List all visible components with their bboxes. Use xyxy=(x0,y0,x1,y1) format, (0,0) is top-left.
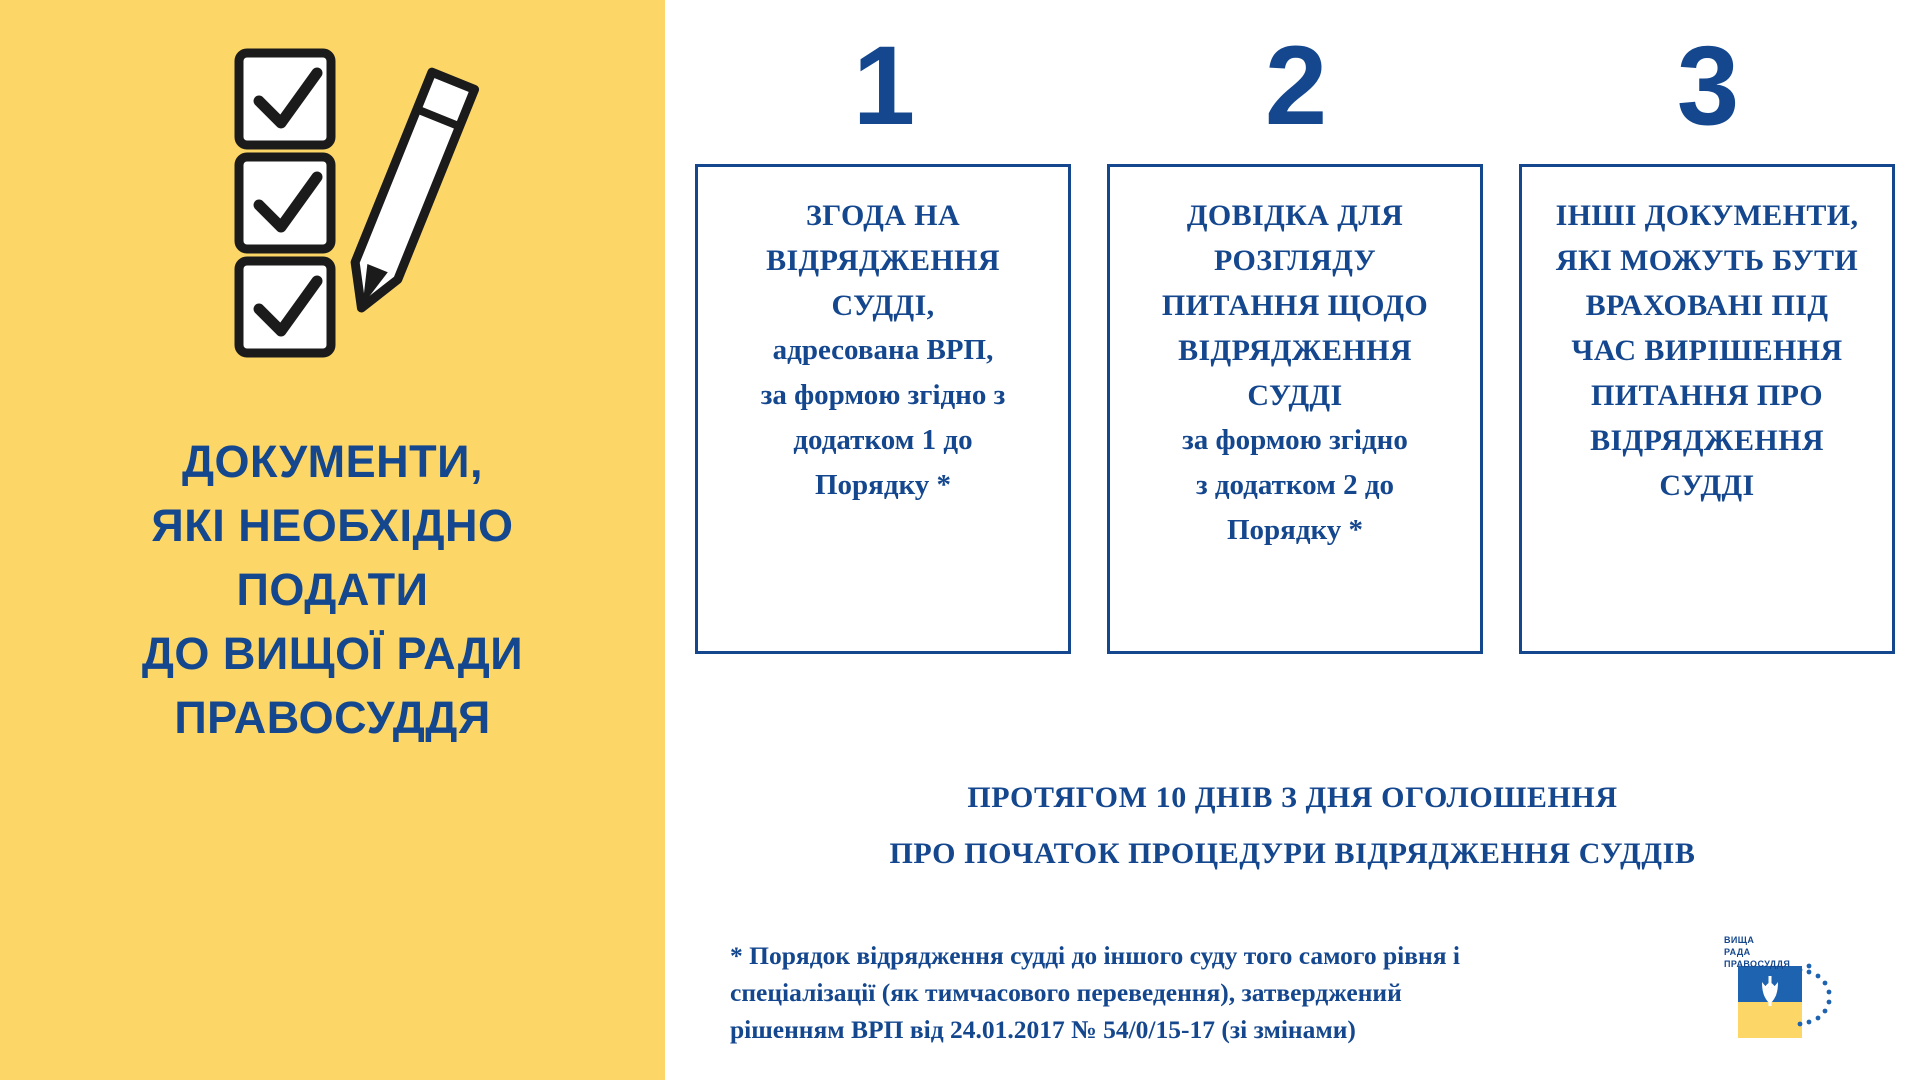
step-3-bold-line-7: СУДДІ xyxy=(1659,469,1755,502)
step-3-box xyxy=(1519,164,1895,654)
step-2-box xyxy=(1107,164,1483,654)
step-3 xyxy=(1519,23,1895,654)
step-2-normal-line-1: за формою згідно xyxy=(1182,424,1408,456)
title-line-3: ПОДАТИ xyxy=(236,563,429,615)
step-2-normal-line-2: з додатком 2 до xyxy=(1195,468,1395,501)
deadline-line-1: ПРОТЯГОМ 10 ДНІВ З ДНЯ ОГОЛОШЕННЯ xyxy=(967,781,1618,814)
footnote-line-1: * Порядок відрядження судді до іншого суду того самого рівня і xyxy=(730,941,1460,970)
step-1-bold-line-2: ВІДРЯДЖЕННЯ xyxy=(766,244,1000,277)
step-1-normal-line-2: за формою згідно з xyxy=(760,378,1006,411)
logo-text xyxy=(1724,934,1790,970)
steps-row xyxy=(695,23,1895,654)
left-yellow-panel xyxy=(0,0,665,1080)
organization-logo xyxy=(1710,930,1860,1055)
logo-text-line-1: ВИЩА xyxy=(1724,935,1755,945)
logo-text-line-2: РАДА xyxy=(1724,947,1751,958)
step-2-bold-line-3: ПИТАННЯ ЩОДО xyxy=(1161,289,1429,322)
step-1-bold-line-1: ЗГОДА НА xyxy=(805,199,961,232)
step-3-bold-line-4: ЧАС ВИРІШЕННЯ xyxy=(1571,334,1843,367)
step-2-normal-line-3: Порядку * xyxy=(1226,513,1364,546)
step-1-normal-line-4: Порядку * xyxy=(814,468,952,501)
step-2 xyxy=(1107,23,1483,654)
footnote-line-3: рішенням ВРП від 24.01.2017 № 54/0/15-17 (зі змінами) xyxy=(730,1014,1356,1044)
step-2-bold-line-4: ВІДРЯДЖЕННЯ xyxy=(1178,334,1412,367)
step-1-bold-line-3: СУДДІ, xyxy=(831,289,935,322)
step-2-bold-line-5: СУДДІ xyxy=(1247,379,1343,412)
title-line-1: ДОКУМЕНТИ, xyxy=(182,436,483,487)
logo-text-line-3: ПРАВОСУДДЯ xyxy=(1724,959,1791,970)
step-2-bold-line-2: РОЗГЛЯДУ xyxy=(1213,244,1377,277)
step-1 xyxy=(695,23,1071,654)
checklist-with-pen-icon xyxy=(225,45,505,365)
step-2-number: 2 xyxy=(1264,23,1326,148)
step-3-number: 3 xyxy=(1676,23,1738,148)
right-content-panel xyxy=(665,0,1920,1080)
step-1-normal-line-1: адресована ВРП, xyxy=(772,334,994,366)
step-1-number: 1 xyxy=(852,23,914,148)
title-line-4: ДО ВИЩОЇ РАДИ xyxy=(141,627,524,679)
page-title xyxy=(0,430,665,749)
step-3-bold-line-2: ЯКІ МОЖУТЬ БУТИ xyxy=(1555,244,1859,277)
step-1-box xyxy=(695,164,1071,654)
deadline-note xyxy=(665,770,1920,881)
step-3-bold-line-1: ІНШІ ДОКУМЕНТИ, xyxy=(1555,199,1859,232)
step-1-normal-line-3: додатком 1 до xyxy=(793,423,973,456)
step-2-bold-line-1: ДОВІДКА ДЛЯ xyxy=(1186,199,1404,232)
footnote-line-2: спеціалізації (як тимчасового переведення), затверджений xyxy=(730,977,1402,1007)
title-line-5: ПРАВОСУДДЯ xyxy=(174,691,491,743)
deadline-line-2: ПРО ПОЧАТОК ПРОЦЕДУРИ ВІДРЯДЖЕННЯ СУДДІВ xyxy=(889,836,1696,870)
step-3-bold-line-6: ВІДРЯДЖЕННЯ xyxy=(1590,424,1824,457)
step-3-bold-line-3: ВРАХОВАНІ ПІД xyxy=(1585,289,1829,322)
footnote xyxy=(730,938,1815,1049)
step-3-bold-line-5: ПИТАННЯ ПРО xyxy=(1591,379,1823,412)
title-line-2: ЯКІ НЕОБХІДНО xyxy=(151,499,514,551)
